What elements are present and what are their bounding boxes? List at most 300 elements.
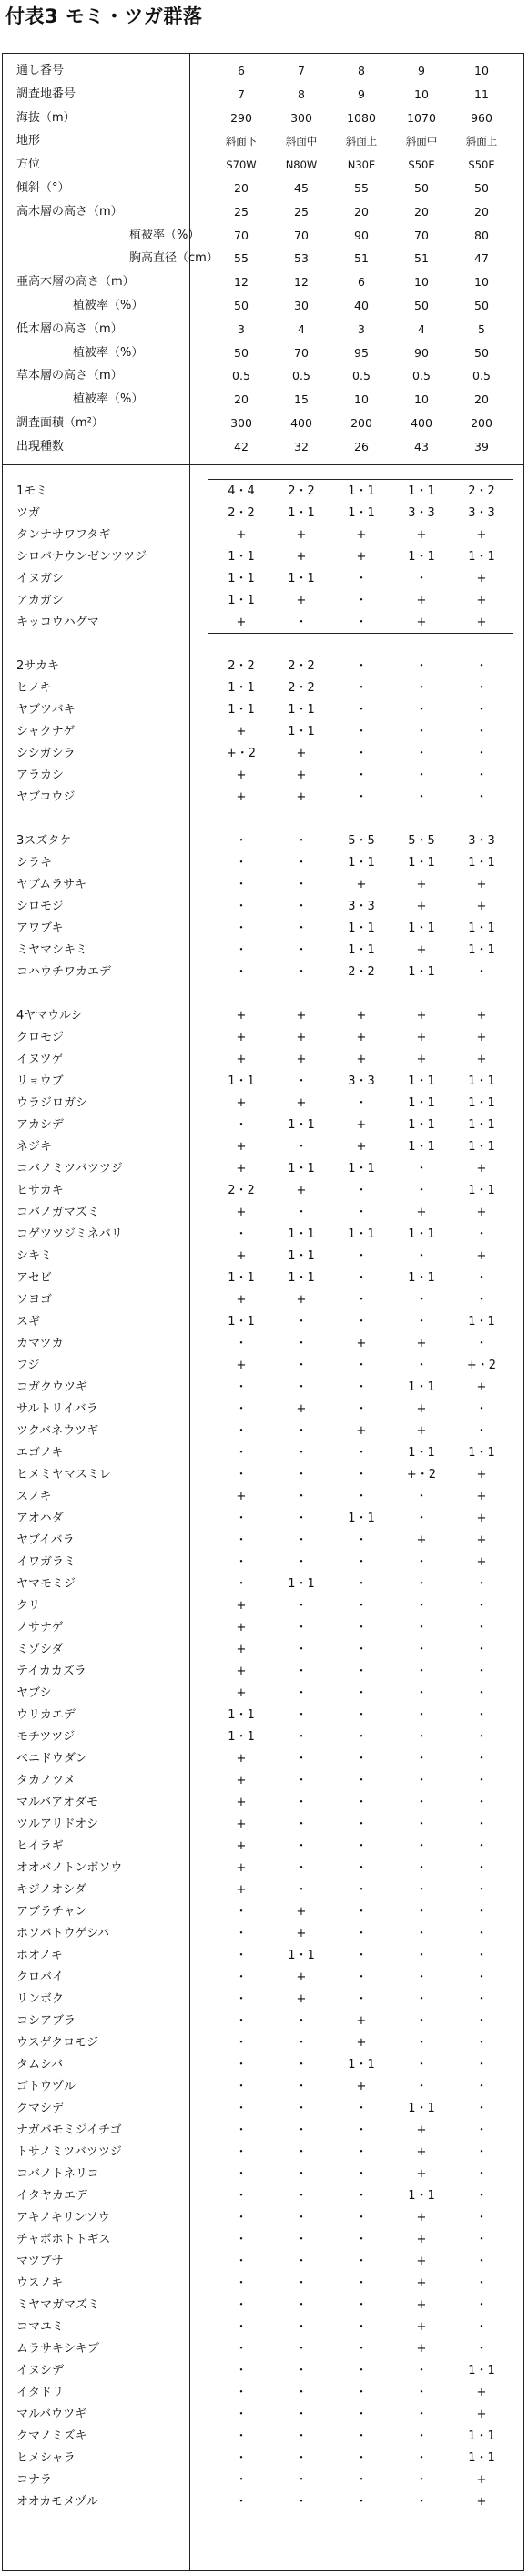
value-cell: 1・1	[468, 2364, 495, 2377]
value-cell: 4・4	[228, 484, 255, 498]
species-name: クロモジ	[16, 1031, 65, 1044]
value-cell: 1・1	[288, 1577, 315, 1591]
value-cell: 11	[474, 87, 489, 101]
value-cell: ・	[415, 1249, 428, 1263]
species-name: エゴノキ	[16, 1446, 64, 1460]
value-cell: ・	[355, 1184, 368, 1197]
value-cell: 4	[418, 321, 425, 336]
value-cell: ・	[355, 725, 368, 738]
species-name: 1モミ	[16, 484, 48, 498]
species-row	[0, 918, 523, 940]
value-cell: ・	[235, 1577, 248, 1591]
value-cell: 50	[234, 345, 249, 360]
value-cell: +	[296, 1992, 307, 2006]
species-name: ウスゲクロモジ	[16, 2036, 99, 2050]
value-cell: 6	[358, 275, 365, 290]
value-cell: 1・1	[348, 856, 375, 870]
value-cell: 斜面中	[285, 135, 318, 148]
value-cell: 1070	[407, 110, 436, 125]
value-cell: +	[416, 2298, 427, 2312]
value-cell: ・	[295, 1643, 308, 1656]
species-row	[0, 2098, 523, 2120]
value-cell: +	[476, 2408, 487, 2421]
value-cell: ・	[295, 2320, 308, 2334]
species-row	[0, 1748, 523, 1770]
value-cell: 55	[234, 251, 249, 266]
value-cell: ・	[415, 703, 428, 717]
value-cell: ・	[235, 1118, 248, 1132]
species-row	[0, 2426, 523, 2448]
species-name: コゲツツジミネバリ	[16, 1227, 123, 1241]
value-cell: +	[236, 1293, 247, 1307]
species-row	[0, 2207, 523, 2229]
value-cell: ・	[235, 1468, 248, 1481]
value-cell: ・	[355, 1446, 368, 1460]
value-cell: ・	[295, 1686, 308, 1700]
value-cell: 1・1	[468, 1118, 495, 1132]
value-cell: ・	[295, 1599, 308, 1613]
value-cell: +	[236, 1053, 247, 1066]
value-cell: +	[236, 725, 247, 738]
species-name: イヌガシ	[16, 572, 65, 585]
species-row	[0, 2273, 523, 2295]
value-cell: ・	[475, 1752, 488, 1766]
value-cell: +	[236, 1096, 247, 1110]
value-cell: ・	[295, 878, 308, 891]
value-cell: +	[476, 1380, 487, 1394]
species-name: ヤブツバキ	[16, 703, 76, 717]
species-row	[0, 1923, 523, 1945]
value-cell: 5・5	[348, 834, 375, 848]
value-cell: ・	[415, 681, 428, 695]
value-cell: ・	[235, 2080, 248, 2093]
value-cell: ・	[415, 2364, 428, 2377]
value-cell: ・	[415, 1555, 428, 1569]
value-cell: ・	[295, 2276, 308, 2290]
value-cell: +	[356, 1140, 367, 1154]
value-cell: ・	[475, 1992, 488, 2006]
value-cell: ・	[355, 747, 368, 760]
species-row	[0, 1355, 523, 1377]
value-cell: ・	[355, 2495, 368, 2509]
species-row	[0, 1158, 523, 1180]
value-cell: 32	[294, 439, 309, 453]
value-cell: ・	[295, 1074, 308, 1088]
value-cell: ・	[475, 1337, 488, 1350]
value-cell: 53	[294, 251, 309, 266]
value-cell: ・	[355, 1490, 368, 1503]
value-cell: ・	[235, 2036, 248, 2050]
value-cell: ・	[235, 2495, 248, 2509]
header-label: 調査面積（m²）	[16, 416, 104, 430]
value-cell: +	[236, 528, 247, 542]
value-cell: ・	[415, 1512, 428, 1525]
value-cell: +	[296, 1096, 307, 1110]
species-name: アワブキ	[16, 921, 64, 935]
value-cell: 1・1	[288, 1118, 315, 1132]
value-cell: ・	[355, 1949, 368, 1962]
value-cell: ・	[475, 769, 488, 782]
value-cell: 1・1	[228, 550, 255, 564]
species-row	[0, 874, 523, 896]
value-cell: ・	[415, 1708, 428, 1722]
value-cell: ・	[415, 2473, 428, 2487]
species-row	[0, 787, 523, 809]
species-row	[0, 1486, 523, 1508]
value-cell: 3・3	[348, 900, 375, 913]
value-cell: N80W	[285, 158, 318, 172]
species-name: コシアブラ	[16, 2014, 76, 2028]
value-cell: 1・1	[408, 1074, 435, 1088]
value-cell: ・	[355, 2473, 368, 2487]
value-cell: ・	[355, 616, 368, 629]
value-cell: 20	[354, 204, 369, 219]
species-name: マルバアオダモ	[16, 1796, 98, 1809]
value-cell: 50	[234, 299, 249, 312]
value-cell: ・	[415, 1970, 428, 1984]
value-cell: ・	[355, 1817, 368, 1831]
value-cell: ・	[295, 1337, 308, 1350]
header-row	[0, 295, 523, 317]
value-cell: ・	[235, 2429, 248, 2443]
value-cell: +	[476, 528, 487, 542]
value-cell: 8	[358, 64, 365, 77]
value-cell: +	[476, 2386, 487, 2399]
species-row	[0, 677, 523, 699]
value-cell: ・	[415, 1686, 428, 1700]
value-cell: ・	[355, 1796, 368, 1809]
header-label: 地形	[16, 134, 41, 148]
species-row	[0, 699, 523, 721]
value-cell: ・	[415, 2495, 428, 2509]
value-cell: ・	[355, 1730, 368, 1744]
value-cell: ・	[295, 1817, 308, 1831]
value-cell: +	[476, 594, 487, 607]
value-cell: ・	[355, 2320, 368, 2334]
species-name: コバノガマズミ	[16, 1206, 99, 1219]
value-cell: 26	[354, 439, 369, 453]
value-cell: S70W	[226, 158, 257, 172]
value-cell: +	[236, 1009, 247, 1023]
value-cell: ・	[295, 965, 308, 979]
species-row	[0, 1115, 523, 1136]
value-cell: +	[296, 1402, 307, 1416]
species-name: シシガシラ	[16, 747, 76, 760]
value-cell: +	[416, 878, 427, 891]
species-name: ホソバトウゲシバ	[16, 1927, 110, 1940]
value-cell: 1・1	[348, 484, 375, 498]
value-cell: ・	[235, 2145, 248, 2159]
value-cell: ・	[235, 1970, 248, 1984]
value-cell: +	[356, 2036, 367, 2050]
value-cell: +	[236, 1359, 247, 1372]
value-cell: ・	[295, 1424, 308, 1438]
value-cell: ・	[235, 2276, 248, 2290]
value-cell: ・	[475, 2298, 488, 2312]
value-cell: ・	[235, 943, 248, 957]
value-cell: +	[416, 2255, 427, 2268]
species-row	[0, 1945, 523, 1967]
species-name: ヒメミヤマスミレ	[16, 1468, 112, 1481]
value-cell: 1・1	[468, 1074, 495, 1088]
value-cell: +	[236, 1206, 247, 1219]
value-cell: 50	[414, 181, 429, 195]
value-cell: 1・1	[468, 856, 495, 870]
value-cell: +	[356, 878, 367, 891]
species-name: コバノミツバツツジ	[16, 1162, 123, 1176]
value-cell: +	[236, 1796, 247, 1809]
value-cell: ・	[295, 1774, 308, 1787]
species-name: イタドリ	[16, 2386, 65, 2399]
value-cell: ・	[355, 1686, 368, 1700]
species-name: アオハダ	[16, 1512, 64, 1525]
value-cell: ・	[415, 1817, 428, 1831]
value-cell: ・	[475, 965, 488, 979]
value-cell: ・	[235, 1949, 248, 1962]
header-row	[0, 84, 523, 106]
value-cell: 43	[414, 439, 429, 453]
value-cell: 1・1	[468, 550, 495, 564]
value-cell: ・	[475, 1621, 488, 1634]
value-cell: ・	[475, 703, 488, 717]
header-row	[0, 319, 523, 341]
value-cell: ・	[415, 1162, 428, 1176]
value-cell: 1・1	[228, 1708, 255, 1722]
value-cell: 2・2	[288, 659, 315, 673]
value-cell: ・	[295, 2211, 308, 2225]
species-row	[0, 1792, 523, 1814]
value-cell: ・	[355, 2276, 368, 2290]
value-cell: 10	[414, 392, 429, 407]
value-cell: ・	[475, 1227, 488, 1241]
value-cell: 1・1	[408, 1118, 435, 1132]
value-cell: 70	[414, 228, 429, 242]
value-cell: +	[356, 2014, 367, 2028]
value-cell: 1・1	[228, 681, 255, 695]
value-cell: ・	[415, 1883, 428, 1897]
species-row	[0, 1508, 523, 1530]
value-cell: ・	[235, 2451, 248, 2465]
value-cell: +	[296, 790, 307, 804]
species-name: イヌツゲ	[16, 1053, 64, 1066]
species-row	[0, 2120, 523, 2142]
value-cell: 1・1	[288, 572, 315, 585]
value-cell: +	[416, 2167, 427, 2181]
species-name: コガクウツギ	[16, 1380, 88, 1394]
value-cell: 斜面上	[345, 135, 378, 148]
value-cell: 1・1	[408, 1096, 435, 1110]
value-cell: ・	[295, 1665, 308, 1678]
value-cell: ・	[415, 1861, 428, 1875]
value-cell: 90	[414, 345, 429, 360]
species-name: アカガシ	[16, 594, 64, 607]
species-name: ウリカエデ	[16, 1708, 76, 1722]
value-cell: ・	[355, 1555, 368, 1569]
species-row	[0, 1770, 523, 1792]
value-cell: ・	[415, 2386, 428, 2399]
header-row	[0, 178, 523, 199]
value-cell: 42	[234, 439, 249, 453]
value-cell: 1・1	[408, 856, 435, 870]
value-cell: ・	[355, 1643, 368, 1656]
species-name: ムラサキシキブ	[16, 2342, 99, 2356]
value-cell: ・	[415, 2451, 428, 2465]
value-cell: +	[236, 1599, 247, 1613]
diagnostic-species-box	[208, 479, 513, 634]
value-cell: ・	[475, 2189, 488, 2203]
value-cell: 5	[478, 321, 485, 336]
species-name: キッコウハグマ	[16, 616, 99, 629]
value-cell: 3・3	[468, 506, 495, 520]
species-name: スギ	[16, 1315, 41, 1329]
value-cell: +	[416, 943, 427, 957]
species-name: オオバノトンボソウ	[16, 1861, 123, 1875]
value-cell: ・	[475, 2036, 488, 2050]
species-row	[0, 1858, 523, 1879]
value-cell: ・	[235, 1927, 248, 1940]
header-label: 高木層の高さ（m）	[16, 204, 123, 219]
value-cell: ・	[295, 2014, 308, 2028]
species-row	[0, 1967, 523, 1989]
value-cell: 1・1	[468, 921, 495, 935]
value-cell: +	[476, 1162, 487, 1176]
value-cell: ・	[475, 2342, 488, 2356]
header-row	[0, 342, 523, 364]
species-name: コマユミ	[16, 2320, 65, 2334]
value-cell: ・	[295, 2233, 308, 2246]
value-cell: 80	[474, 228, 489, 242]
value-cell: +	[236, 769, 247, 782]
value-cell: ・	[355, 1293, 368, 1307]
value-cell: 1・1	[408, 1271, 435, 1285]
value-cell: ・	[295, 2102, 308, 2115]
value-cell: 2・2	[288, 484, 315, 498]
species-name: ヤブコウジ	[16, 790, 76, 804]
value-cell: +	[236, 1621, 247, 1634]
value-cell: ・	[235, 965, 248, 979]
value-cell: 1・1	[468, 1140, 495, 1154]
value-cell: 1・1	[228, 703, 255, 717]
species-name: カマツカ	[16, 1337, 64, 1350]
value-cell: ・	[355, 1774, 368, 1787]
value-cell: ・	[415, 790, 428, 804]
value-cell: 1・1	[348, 921, 375, 935]
species-name: アカシデ	[16, 1118, 64, 1132]
value-cell: +	[236, 1249, 247, 1263]
value-cell: +	[476, 1053, 487, 1066]
header-separator	[2, 464, 524, 465]
header-row	[0, 248, 523, 270]
value-cell: ・	[235, 2233, 248, 2246]
species-name: キジノオシダ	[16, 1883, 86, 1897]
value-cell: ・	[355, 2189, 368, 2203]
species-row	[0, 1005, 523, 1027]
value-cell: +	[416, 2211, 427, 2225]
value-cell: 1・1	[468, 943, 495, 957]
species-row	[0, 1989, 523, 2011]
species-name: フジ	[16, 1359, 40, 1372]
value-cell: ・	[295, 1512, 308, 1525]
value-cell: +	[236, 1752, 247, 1766]
species-name: ネジキ	[16, 1140, 53, 1154]
header-label: 調査地番号	[16, 87, 76, 101]
value-cell: ・	[355, 1577, 368, 1591]
value-cell: ・	[355, 1839, 368, 1853]
header-row	[0, 412, 523, 434]
species-name: ヒイラギ	[16, 1839, 64, 1853]
value-cell: 1・1	[288, 725, 315, 738]
value-cell: +	[476, 1009, 487, 1023]
value-cell: +	[416, 1402, 427, 1416]
species-name: コバノトネリコ	[16, 2167, 99, 2181]
value-cell: ・	[415, 659, 428, 673]
value-cell: +	[416, 1009, 427, 1023]
value-cell: ・	[415, 1730, 428, 1744]
value-cell: S50E	[408, 158, 435, 172]
value-cell: ・	[355, 1883, 368, 1897]
value-cell: ・	[235, 2167, 248, 2181]
value-cell: +	[476, 2495, 487, 2509]
page-title: 付表3 モミ・ツガ群落	[5, 5, 203, 27]
value-cell: ・	[355, 2145, 368, 2159]
value-cell: 1・1	[228, 1315, 255, 1329]
header-row	[0, 436, 523, 458]
species-row	[0, 1420, 523, 1442]
species-name: ヤブシ	[16, 1686, 52, 1700]
value-cell: +	[476, 1512, 487, 1525]
species-name: イワガラミ	[16, 1555, 76, 1569]
value-cell: ・	[475, 1577, 488, 1591]
value-cell: ・	[355, 1752, 368, 1766]
value-cell: +	[296, 1970, 307, 1984]
value-cell: ・	[355, 1402, 368, 1416]
value-cell: 1・1	[348, 506, 375, 520]
value-cell: ・	[295, 2495, 308, 2509]
species-row	[0, 2032, 523, 2054]
header-label: 植被率（%）	[73, 299, 144, 312]
value-cell: ・	[475, 725, 488, 738]
value-cell: ・	[415, 2429, 428, 2443]
species-row	[0, 1333, 523, 1355]
value-cell: ・	[295, 2080, 308, 2093]
value-cell: +	[236, 1817, 247, 1831]
value-cell: +	[416, 2276, 427, 2290]
value-cell: +	[356, 1118, 367, 1132]
value-cell: +	[416, 1053, 427, 1066]
value-cell: 70	[294, 228, 309, 242]
value-cell: ・	[235, 2211, 248, 2225]
species-row	[0, 1071, 523, 1093]
value-cell: 0.5	[292, 369, 310, 383]
species-row	[0, 1836, 523, 1858]
species-row	[0, 1093, 523, 1115]
value-cell: 斜面中	[405, 135, 438, 148]
species-name: ウスノキ	[16, 2276, 64, 2290]
species-name: アブラチャン	[16, 1905, 87, 1919]
value-cell: ・	[415, 2080, 428, 2093]
value-cell: ・	[475, 2080, 488, 2093]
value-cell: ・	[355, 1992, 368, 2006]
value-cell: 1・1	[288, 1227, 315, 1241]
value-cell: +	[416, 900, 427, 913]
value-cell: ・	[415, 2058, 428, 2072]
value-cell: +	[476, 900, 487, 913]
value-cell: ・	[415, 1599, 428, 1613]
value-cell: 51	[414, 251, 429, 266]
value-cell: 1・1	[288, 703, 315, 717]
value-cell: ・	[475, 1970, 488, 1984]
species-row	[0, 1377, 523, 1399]
